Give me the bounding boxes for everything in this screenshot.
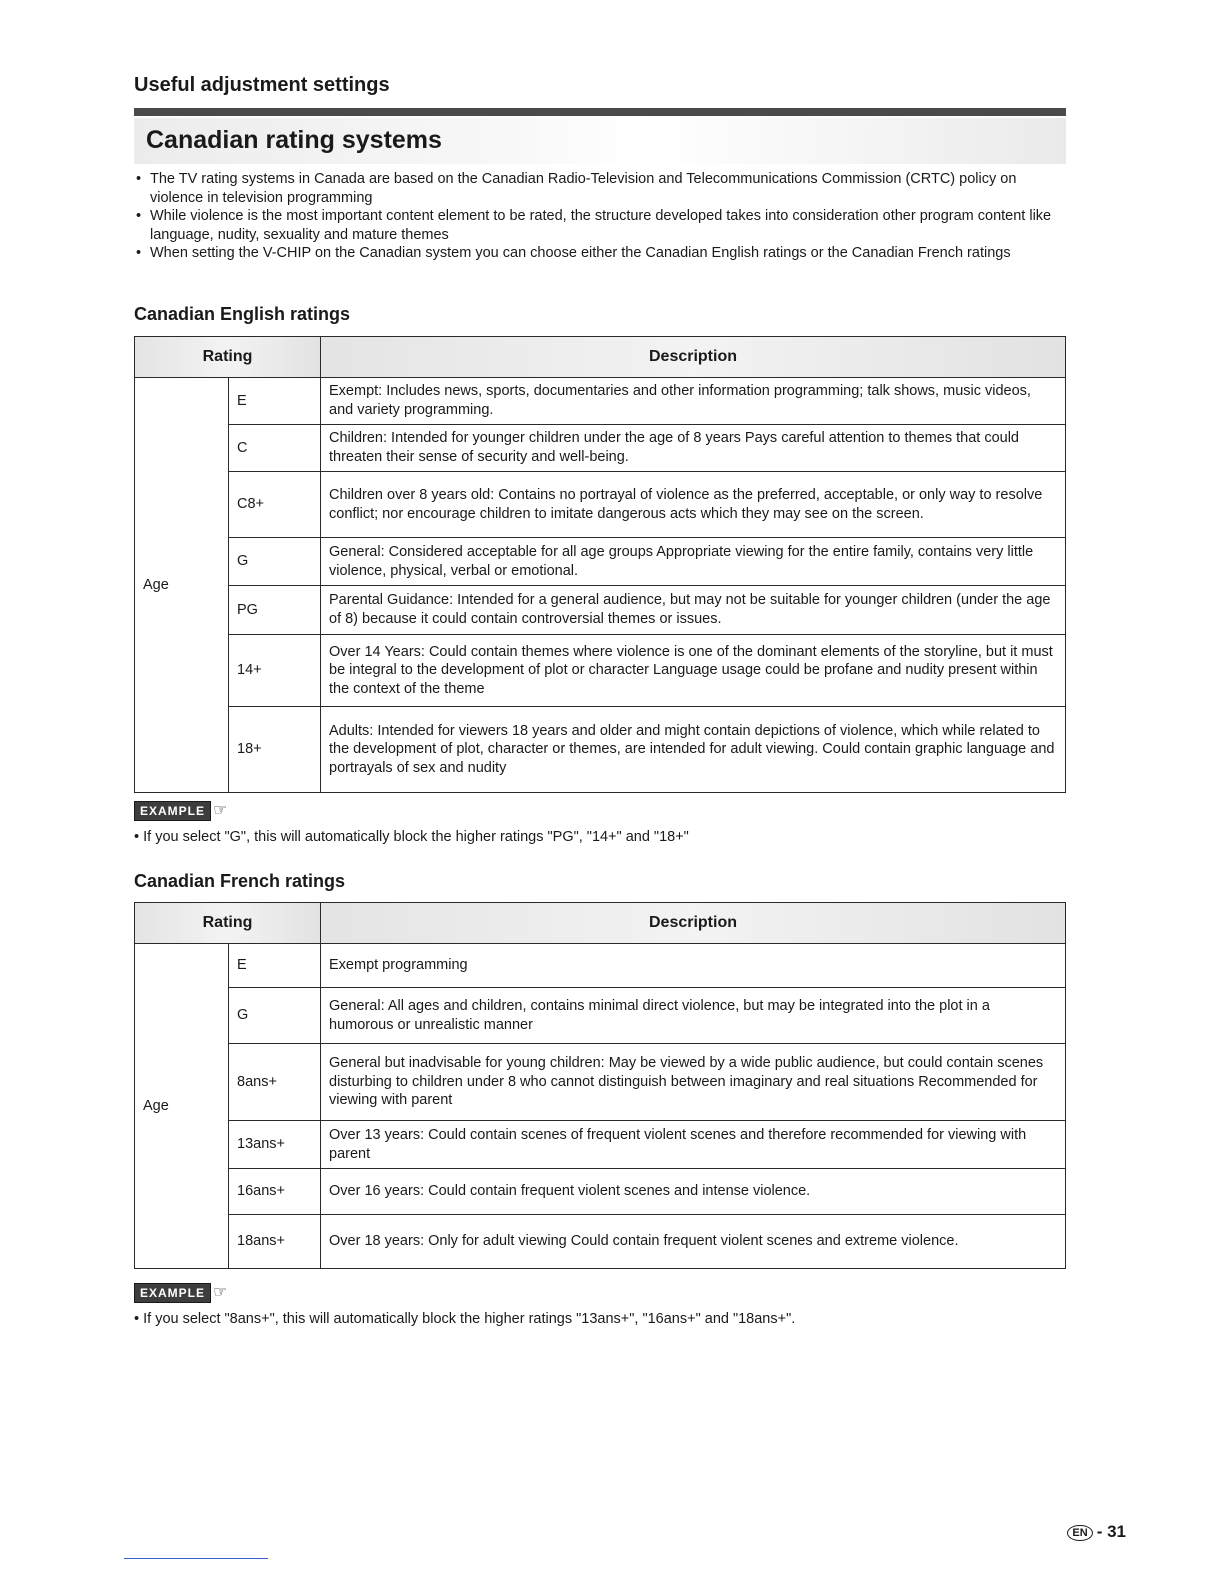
example-tag: EXAMPLE [134, 1283, 211, 1303]
english-example-marker [134, 800, 227, 821]
pointing-hand-icon: ☞ [213, 802, 228, 819]
rating-description: Over 16 years: Could contain frequent violent scenes and intense violence. [321, 1169, 1066, 1215]
rating-column-header: Rating [135, 337, 321, 378]
table-row [135, 944, 1066, 988]
table-row [135, 586, 1066, 635]
language-badge: EN [1067, 1525, 1092, 1541]
english-ratings-title: Canadian English ratings [134, 304, 351, 324]
example-tag: EXAMPLE [134, 801, 211, 821]
table-row [135, 707, 1066, 793]
rating-code: C8+ [229, 472, 321, 538]
page-header-title: Useful adjustment settings [134, 74, 390, 96]
rating-description: Exempt programming [321, 944, 1066, 988]
rating-code: 18ans+ [229, 1215, 321, 1269]
table-row [135, 1044, 1066, 1121]
french-example-marker [134, 1282, 227, 1303]
header-rule [134, 108, 1066, 116]
english-ratings-table [134, 336, 1066, 793]
rating-code: PG [229, 586, 321, 635]
rating-code: E [229, 944, 321, 988]
table-header-row [135, 337, 1066, 378]
rating-description: Exempt: Includes news, sports, documentaries and other information programming; talk shows, music videos, and variety programming. [321, 378, 1066, 425]
table-row [135, 1121, 1066, 1169]
table-row [135, 988, 1066, 1044]
rating-description: General: All ages and children, contains minimal direct violence, but may be integrated into the plot in a humorous or unrealistic manner [321, 988, 1066, 1044]
rating-description: Children over 8 years old: Contains no portrayal of violence as the preferred, acceptable, or only way to resolve conflict; nor encourage children to imitate dangerous acts which they may see on the screen. [321, 472, 1066, 538]
description-column-header: Description [321, 337, 1066, 378]
section-title: Canadian rating systems [146, 126, 442, 154]
description-column-header: Description [321, 903, 1066, 944]
footer-rule [124, 1558, 268, 1559]
page-number [1067, 1522, 1126, 1542]
rating-description: Children: Intended for younger children under the age of 8 years Pays careful attention to themes that could threaten their sense of security and well-being. [321, 425, 1066, 472]
rating-description: General but inadvisable for young children: May be viewed by a wide public audience, but could contain scenes disturbing to children under 8 who cannot distinguish between imaginary and real situations Recommended for viewing with parent [321, 1044, 1066, 1121]
rating-code: 13ans+ [229, 1121, 321, 1169]
rating-description: Adults: Intended for viewers 18 years and older and might contain depictions of violence, which while related to the development of plot, character or themes, are intended for adult viewing. Could contain graphic language and portrayals of sex and nudity [321, 707, 1066, 793]
example-note-text: If you select "G", this will automatically block the higher ratings "PG", "14+" and "18+" [143, 829, 689, 845]
intro-bullet-list [134, 170, 1054, 263]
english-example-note: • If you select "G", this will automatically block the higher ratings "PG", "14+" and "18+" [134, 829, 689, 845]
rating-description: Over 18 years: Only for adult viewing Could contain frequent violent scenes and extreme violence. [321, 1215, 1066, 1269]
intro-bullet: • The TV rating systems in Canada are based on the Canadian Radio-Television and Telecommunications Commission (CRTC) policy on violence in television programming [134, 170, 1054, 207]
table-header-row [135, 903, 1066, 944]
table-row [135, 1169, 1066, 1215]
intro-bullet: • While violence is the most important content element to be rated, the structure developed takes into consideration other program content like language, nudity, sexuality and mature themes [134, 207, 1054, 244]
rating-description: Over 14 Years: Could contain themes where violence is one of the dominant elements of the storyline, but it must be integral to the development of plot or character Language usage could be profane and nudity present within the context of the theme [321, 635, 1066, 707]
example-note-text: If you select "8ans+", this will automatically block the higher ratings "13ans+", "16ans+" and "18ans+". [143, 1311, 796, 1327]
table-row [135, 538, 1066, 586]
rating-code: C [229, 425, 321, 472]
page-number-text: - 31 [1096, 1522, 1126, 1541]
rating-code: E [229, 378, 321, 425]
table-row [135, 635, 1066, 707]
french-ratings-title: Canadian French ratings [134, 871, 346, 891]
french-ratings-table [134, 902, 1066, 1269]
french-example-note: • If you select "8ans+", this will automatically block the higher ratings "13ans+", "16ans+" and "18ans+". [134, 1311, 796, 1327]
rating-description: Parental Guidance: Intended for a general audience, but may not be suitable for younger children (under the age of 8) because it could contain controversial themes or issues. [321, 586, 1066, 635]
rating-description: Over 13 years: Could contain scenes of frequent violent scenes and therefore recommended for viewing with parent [321, 1121, 1066, 1169]
rating-code: G [229, 538, 321, 586]
rating-column-header: Rating [135, 903, 321, 944]
age-group-cell: Age [135, 378, 229, 793]
rating-code: 16ans+ [229, 1169, 321, 1215]
rating-code: 14+ [229, 635, 321, 707]
table-row [135, 1215, 1066, 1269]
pointing-hand-icon: ☞ [213, 1284, 228, 1301]
table-row [135, 378, 1066, 425]
rating-code: 8ans+ [229, 1044, 321, 1121]
table-row [135, 472, 1066, 538]
rating-description: General: Considered acceptable for all age groups Appropriate viewing for the entire family, contains very little violence, physical, verbal or emotional. [321, 538, 1066, 586]
intro-bullet: • When setting the V-CHIP on the Canadian system you can choose either the Canadian English ratings or the Canadian French ratings [134, 244, 1054, 263]
age-group-cell: Age [135, 944, 229, 1269]
rating-code: G [229, 988, 321, 1044]
rating-code: 18+ [229, 707, 321, 793]
table-row [135, 425, 1066, 472]
